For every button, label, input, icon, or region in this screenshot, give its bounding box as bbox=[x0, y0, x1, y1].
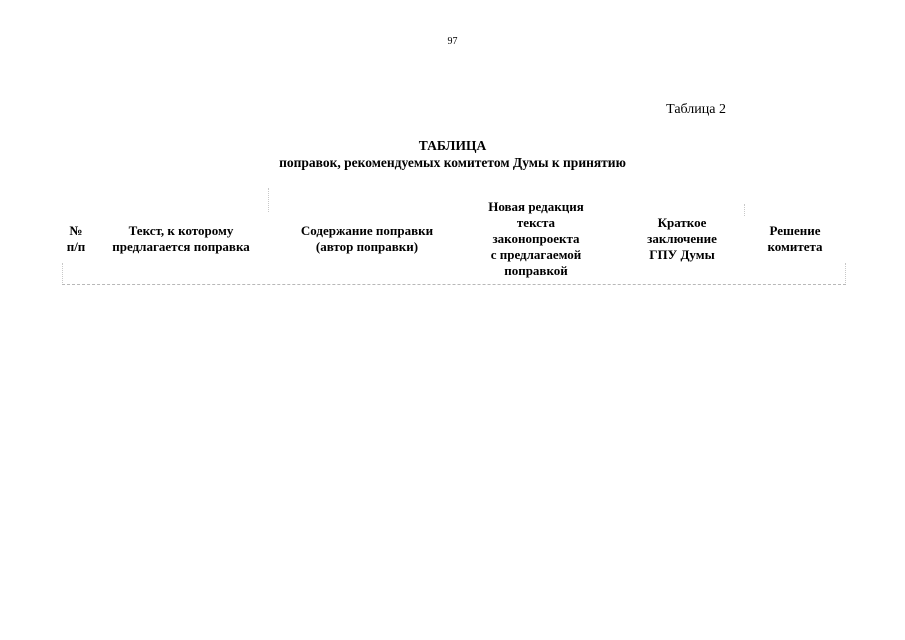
table-bottom-border bbox=[62, 284, 846, 285]
column-header-line: Краткое bbox=[657, 215, 707, 230]
column-header-line: ГПУ Думы bbox=[649, 247, 715, 262]
column-divider bbox=[845, 263, 846, 283]
column-header-line: поправкой bbox=[504, 263, 568, 278]
column-header-line: Содержание поправки bbox=[300, 223, 434, 238]
column-header-line: предлагается поправка bbox=[112, 239, 250, 254]
document-title: ТАБЛИЦА bbox=[418, 138, 487, 153]
column-header-line: (автор поправки) bbox=[315, 239, 419, 254]
column-header-new-wording bbox=[480, 193, 592, 285]
column-header-gpu-conclusion bbox=[616, 193, 748, 285]
column-header-line: с предлагаемой bbox=[490, 247, 582, 262]
page-number: 97 bbox=[447, 36, 458, 47]
table-number: Таблица 2 bbox=[666, 102, 726, 117]
column-divider bbox=[268, 188, 269, 212]
column-header-number bbox=[60, 193, 92, 285]
column-header-line: Новая редакция bbox=[488, 199, 584, 214]
column-divider bbox=[62, 263, 63, 283]
column-header-committee-decision bbox=[754, 193, 836, 285]
column-header-line: законопроекта bbox=[492, 231, 580, 246]
column-divider bbox=[744, 204, 745, 216]
amendments-table-header bbox=[60, 193, 850, 285]
column-header-line: комитета bbox=[767, 239, 823, 254]
column-header-source-text bbox=[94, 193, 268, 285]
column-header-line: текста bbox=[516, 215, 556, 230]
column-header-line: Текст, к которому bbox=[128, 223, 234, 238]
column-header-line: заключение bbox=[647, 231, 717, 246]
column-header-line: п/п bbox=[66, 239, 86, 254]
document-subtitle: поправок, рекомендуемых комитетом Думы к принятию bbox=[279, 155, 626, 170]
column-header-line: № bbox=[69, 223, 83, 238]
column-header-amendment-content bbox=[282, 193, 452, 285]
column-header-line: Решение bbox=[769, 223, 821, 238]
